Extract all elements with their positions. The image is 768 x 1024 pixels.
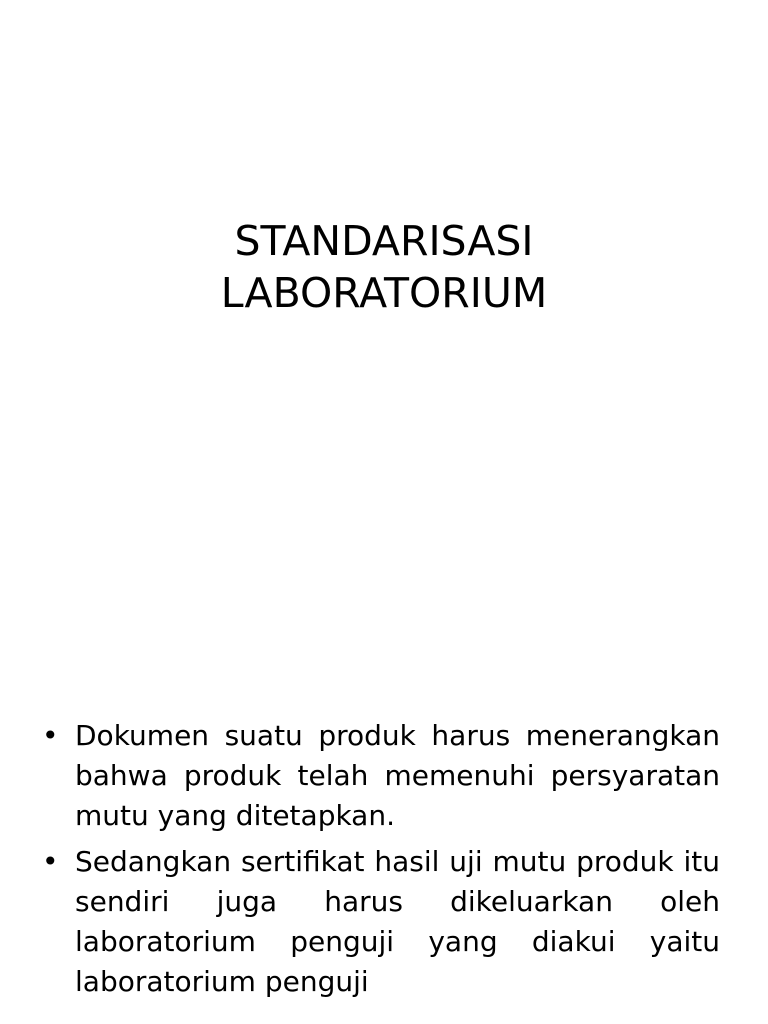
bullet-item-2 [42, 842, 720, 1002]
bullet-text-1: Dokumen suatu produk harus menerangkan bahwa produk telah memenuhi persyaratan mutu yang ditetapkan. [75, 719, 720, 832]
bullet-text-2: Sedangkan sertifikat hasil uji mutu produk itu sendiri juga harus dikeluarkan oleh laboratorium penguji yang diakui yaitu laboratorium penguji [75, 845, 720, 998]
slide-title [0, 215, 768, 319]
bullet-icon: • [42, 845, 59, 878]
bullet-list [42, 716, 720, 1008]
bullet-item-1 [42, 716, 720, 836]
bullet-icon: • [42, 719, 59, 752]
slide-title-line-2: LABORATORIUM [220, 269, 548, 318]
slide-title-line-1: STANDARISASI [234, 217, 534, 266]
